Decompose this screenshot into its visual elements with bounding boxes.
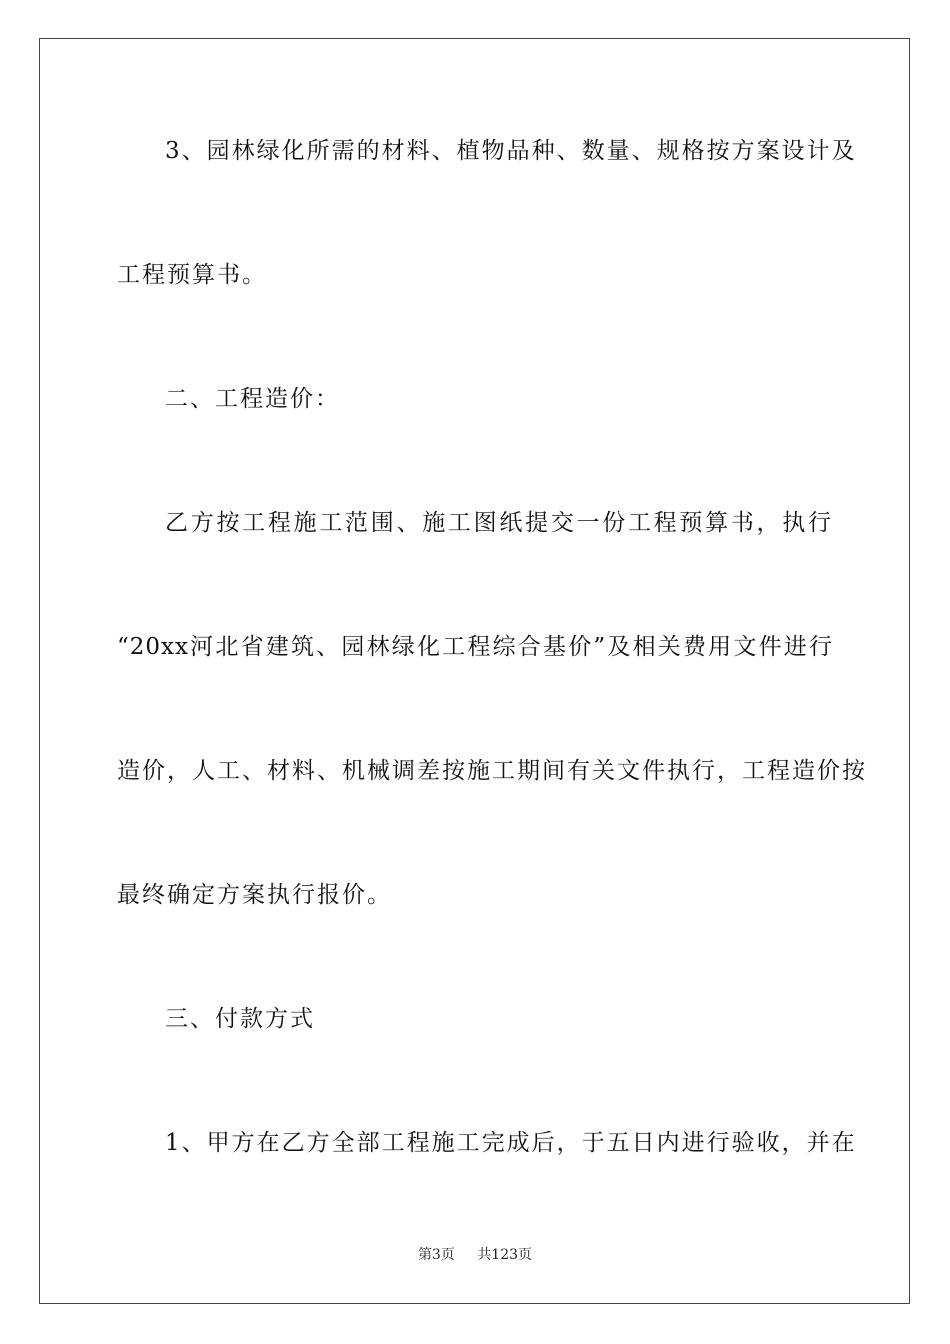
page-footer [0, 1246, 950, 1264]
paragraph-line: 1、甲方在乙方全部工程施工完成后，于五日内进行验收，并在 [165, 1130, 857, 1156]
page-total: 共123页 [477, 1247, 533, 1263]
page-number: 第3页 [417, 1247, 455, 1263]
paragraph-line: 3、园林绿化所需的材料、植物品种、数量、规格按方案设计及 [165, 138, 857, 164]
paragraph-line: 工程预算书。 [117, 262, 267, 288]
section-heading: 三、付款方式 [165, 1006, 315, 1032]
paragraph-line: “20xx河北省建筑、园林绿化工程综合基价”及相关费用文件进行 [117, 634, 833, 660]
section-heading: 二、工程造价： [165, 386, 340, 412]
paragraph-line: 最终确定方案执行报价。 [117, 882, 392, 908]
page-frame [39, 38, 910, 1304]
paragraph-line: 乙方按工程施工范围、施工图纸提交一份工程预算书，执行 [165, 510, 833, 536]
paragraph-line: 造价，人工、材料、机械调差按施工期间有关文件执行，工程造价按 [117, 758, 867, 784]
